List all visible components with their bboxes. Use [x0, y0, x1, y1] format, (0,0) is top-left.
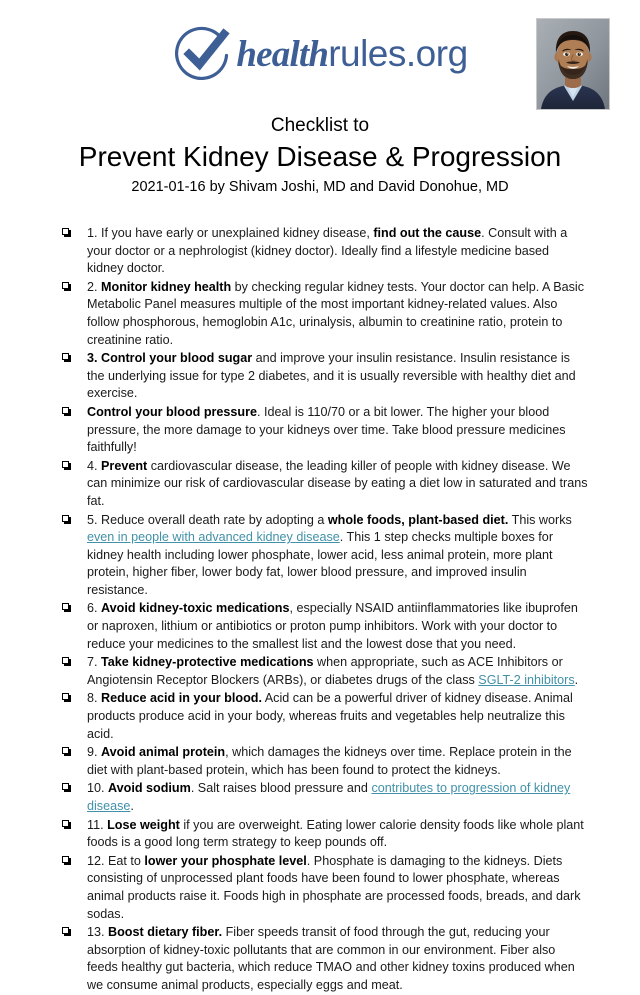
- checklist-item[interactable]: [62, 924, 588, 994]
- body-text: . Phosphate is damaging to the kidneys. Diets consisting of unprocessed plant foods have been found to lower phosphate, whereas animal products raise it. Foods high in phosphate are processed foods, breads, and dark sodas.: [87, 853, 581, 921]
- checkbox-glyph: [62, 515, 71, 524]
- body-text: 1. If you have early or unexplained kidney disease,: [87, 226, 374, 240]
- emphasis-text: Boost dietary fiber.: [108, 925, 223, 940]
- body-text: and improve your insulin resistance. Insulin resistance is the underlying issue for type 2 diabetes, and it is usually reversible with healthy diet and exercise.: [87, 351, 576, 401]
- checkbox-empty-icon[interactable]: [62, 404, 87, 416]
- body-text: 2.: [87, 279, 102, 294]
- logo-word-rules: rules.org: [328, 33, 468, 74]
- emphasis-text: find out the cause: [373, 226, 482, 240]
- checkbox-empty-icon[interactable]: [62, 690, 87, 702]
- body-text: This works: [508, 512, 572, 527]
- checkbox-glyph: [62, 407, 71, 416]
- checklist-item-text: [87, 690, 588, 743]
- checkbox-empty-icon[interactable]: [62, 512, 87, 524]
- body-text: , especially NSAID antiinflammatories like ibuprofen or naproxen, lithium or antibiotics or proton pump inhibitors. Work with your doctor to reduce your medicines to the smallest list and the lowest dose that you need.: [87, 601, 578, 651]
- checklist-item-text: [87, 780, 588, 815]
- checkbox-glyph: [62, 461, 71, 470]
- checklist: [0, 225, 640, 995]
- checkbox-glyph: [62, 282, 71, 291]
- page-byline: 2021-01-16 by Shivam Joshi, MD and David Donohue, MD: [131, 179, 509, 195]
- body-text: by checking regular kidney tests. Your doctor can help. A Basic Metabolic Panel measures multiple of the most important kidney-related values. Also follow phosphorous, hemoglobin A1c, urinalysis, albumin to creatinine ratio, protein to creatinine ratio.: [87, 279, 585, 347]
- checkbox-empty-icon[interactable]: [62, 458, 87, 470]
- body-text: 5. Reduce overall death rate by adopting a: [87, 512, 328, 527]
- checklist-item-text: [87, 279, 588, 349]
- checklist-item[interactable]: [62, 817, 588, 852]
- page-title: Prevent Kidney Disease & Progression: [78, 141, 562, 172]
- checkmark-circle-icon: [172, 22, 234, 84]
- body-text: if you are overweight. Eating lower calorie density foods like whole plant foods is a good long term strategy to keep pounds off.: [87, 817, 584, 850]
- checklist-item[interactable]: [62, 404, 588, 457]
- body-text: Acid can be a powerful driver of kidney disease. Animal products produce acid in your body, whereas fruits and vegetables help neutralize this acid.: [87, 691, 573, 741]
- checklist-item-text: [87, 600, 588, 653]
- inline-link[interactable]: even in people with advanced kidney disease: [87, 530, 340, 545]
- checklist-item-text: [87, 744, 588, 779]
- body-text: 11.: [87, 817, 108, 832]
- emphasis-text: Avoid sodium: [108, 781, 191, 796]
- body-text: 8.: [87, 691, 102, 706]
- checklist-item[interactable]: [62, 690, 588, 743]
- document-header: [0, 0, 640, 112]
- body-text: .: [574, 672, 579, 687]
- body-text: , which damages the kidneys over time. Replace protein in the diet with plant-based protein, which has been found to protect the kidneys.: [87, 745, 572, 777]
- checkbox-glyph: [62, 603, 71, 612]
- checkbox-empty-icon[interactable]: [62, 225, 87, 237]
- checklist-item[interactable]: [62, 350, 588, 403]
- checkbox-empty-icon[interactable]: [62, 654, 87, 666]
- checkbox-glyph: [62, 657, 71, 666]
- emphasis-text: Avoid animal protein: [101, 745, 226, 760]
- checkbox-empty-icon[interactable]: [62, 600, 87, 612]
- author-headshot-photo: [536, 18, 610, 110]
- body-text: 12. Eat to: [87, 853, 145, 868]
- checkbox-empty-icon[interactable]: [62, 279, 87, 291]
- body-text: 13.: [87, 925, 109, 940]
- checkbox-glyph: [62, 820, 71, 829]
- checkbox-empty-icon[interactable]: [62, 817, 87, 829]
- checklist-item-text: [87, 225, 588, 278]
- emphasis-text: Lose weight: [107, 817, 180, 832]
- checklist-item[interactable]: [62, 225, 588, 278]
- checklist-item[interactable]: [62, 600, 588, 653]
- emphasis-text: lower your phosphate level: [144, 853, 307, 868]
- checkbox-glyph: [62, 228, 71, 237]
- checkbox-empty-icon[interactable]: [62, 853, 87, 865]
- body-text: . This 1 step checks multiple boxes for kidney health including lower phosphate, lower acid, less animal protein, more plant protein, higher fiber, lower body fat, lower blood pressure, and improved insulin resistance.: [87, 530, 554, 597]
- checkbox-glyph: [62, 783, 71, 792]
- checklist-item-text: [87, 654, 588, 689]
- inline-link[interactable]: SGLT-2 inhibitors: [478, 672, 575, 687]
- checkbox-glyph: [62, 693, 71, 702]
- checkbox-empty-icon[interactable]: [62, 744, 87, 756]
- checkbox-glyph: [62, 856, 71, 865]
- checklist-item-text: [87, 458, 588, 511]
- body-text: 6.: [87, 601, 102, 616]
- emphasis-text: Avoid kidney-toxic medications: [101, 601, 290, 616]
- body-text: . Salt raises blood pressure and: [190, 781, 372, 796]
- page-kicker: Checklist to: [270, 115, 370, 136]
- checkbox-glyph: [62, 927, 71, 936]
- body-text: .: [130, 799, 134, 813]
- emphasis-text: Monitor kidney health: [101, 279, 232, 294]
- body-text: 10.: [87, 781, 109, 796]
- emphasis-text: 3. Control your blood sugar: [87, 351, 253, 366]
- body-text: cardiovascular disease, the leading killer of people with kidney disease. We can minimize our risk of cardiovascular disease by eating a diet low in saturated and trans fat.: [87, 458, 588, 508]
- body-text: 9.: [87, 745, 102, 760]
- checkbox-empty-icon[interactable]: [62, 924, 87, 936]
- checkbox-empty-icon[interactable]: [62, 780, 87, 792]
- emphasis-text: Take kidney-protective medications: [101, 655, 314, 670]
- body-text: . Ideal is 110/70 or a bit lower. The higher your blood pressure, the more damage to your kidneys over time. Take blood pressure medicines faithfully!: [87, 404, 566, 455]
- checklist-item-text: [87, 512, 588, 600]
- title-block: [0, 114, 640, 197]
- body-text: Fiber speeds transit of food through the gut, reducing your absorption of kidney-toxic pollutants that are common in our environment. Fiber also feeds healthy gut bacteria, which reduce TMAO and other kidney toxins produced when we consume animal products, especially eggs and meat.: [87, 925, 575, 992]
- emphasis-text: Prevent: [101, 458, 148, 473]
- checklist-item[interactable]: [62, 279, 588, 349]
- inline-link[interactable]: contributes to progression of kidney disease: [87, 781, 571, 813]
- checklist-item[interactable]: [62, 654, 588, 689]
- checklist-item[interactable]: [62, 458, 588, 511]
- emphasis-text: whole foods, plant-based diet.: [327, 512, 509, 527]
- checklist-item-text: [87, 817, 588, 852]
- emphasis-text: Control your blood pressure: [87, 404, 258, 419]
- body-text: 7.: [87, 655, 102, 670]
- checkbox-empty-icon[interactable]: [62, 350, 87, 362]
- body-text: when appropriate, such as ACE Inhibitors or Angiotensin Receptor Blockers (ARBs), or diabetes drugs of the class: [87, 655, 563, 687]
- checklist-item-text: [87, 350, 588, 403]
- body-text: 4.: [87, 458, 102, 473]
- checklist-item[interactable]: [62, 512, 588, 600]
- checklist-item[interactable]: [62, 744, 588, 779]
- checkbox-glyph: [62, 747, 71, 756]
- emphasis-text: Reduce acid in your blood.: [101, 691, 262, 706]
- logo-wordmark: [236, 35, 467, 73]
- checklist-item-text: [87, 404, 588, 457]
- checkbox-glyph: [62, 353, 71, 362]
- checklist-item-text: [87, 924, 588, 994]
- checklist-item-text: [87, 853, 588, 923]
- logo-word-health: health: [236, 34, 329, 75]
- body-text: . Consult with a your doctor or a nephrologist (kidney doctor). Ideally find a lifestyle medicine based kidney doctor.: [87, 226, 568, 276]
- checklist-item[interactable]: [62, 853, 588, 923]
- checklist-item[interactable]: [62, 780, 588, 815]
